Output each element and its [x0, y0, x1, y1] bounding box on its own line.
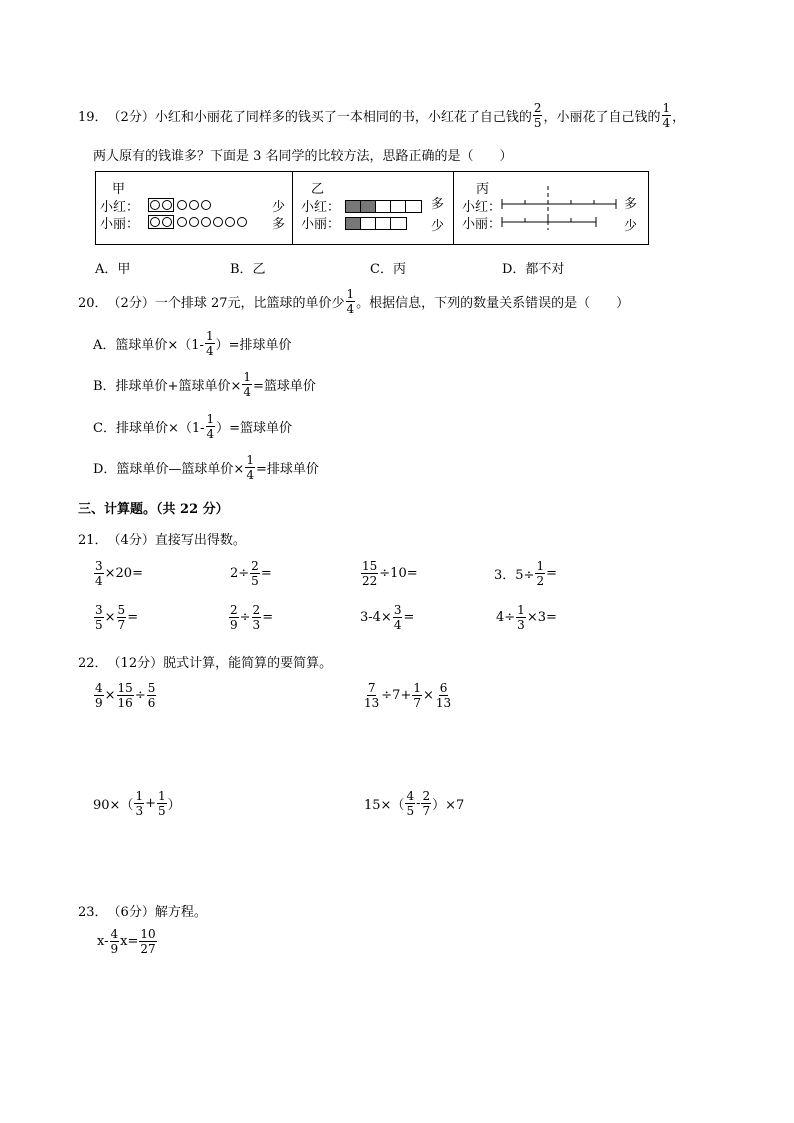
- q23-equation: x- $\frac{4}{9}$ x= $\frac{10}{27}$: [97, 927, 156, 956]
- q22-expr-2: $\frac{7}{13}$ ÷7+ $\frac{1}{7}$ × $\frac{6}{13}$: [364, 681, 452, 710]
- q22-expr-3: 90×（ $\frac{1}{3}$ + $\frac{1}{5}$ ）: [93, 789, 181, 818]
- q21-line1: [78, 529, 246, 548]
- yi-xiaoli-label: 小丽：: [301, 217, 341, 232]
- comparison-table: [95, 171, 649, 245]
- q20-c-fraction: $\frac{1}{4}$: [206, 412, 215, 441]
- q20-c-pre: C．排球单价×（1-: [93, 421, 205, 436]
- q21-expr-7: 3-4× $\frac{3}{4}$ =: [360, 603, 415, 632]
- bing-line-segments: [500, 182, 620, 232]
- q20-text2: 。根据信息，下列的数量关系错误的是（ ）: [356, 296, 630, 311]
- q21-text: 直接写出得数。: [154, 533, 246, 548]
- jia-xiaohong-circles: [148, 198, 213, 214]
- q23-score: （6分）: [107, 905, 155, 920]
- q21-expr-5: $\frac{3}{5}$ × $\frac{5}{7}$ =: [95, 603, 139, 632]
- q19-fraction-1-4: $\frac{1}{4}$: [662, 101, 671, 130]
- q20-b-fraction: $\frac{1}{4}$: [243, 370, 251, 399]
- q21-score: （4分）: [107, 533, 155, 548]
- q21-expr-6: $\frac{2}{9}$ ÷ $\frac{2}{3}$ =: [230, 603, 274, 632]
- method-bing: [454, 172, 648, 244]
- q20-number: 20．: [78, 296, 108, 311]
- bing-row2-end: 少: [624, 219, 638, 234]
- q20-d-post: =排球单价: [255, 462, 319, 477]
- method-yi: [293, 172, 454, 244]
- q20-fraction: $\frac{1}{4}$: [346, 287, 355, 316]
- jia-row2-end: 多: [272, 217, 286, 232]
- yi-xiaohong-bar: [345, 199, 425, 214]
- q20-a-post: ）=排球单价: [215, 338, 292, 353]
- yi-xiaoli-bar: [345, 216, 410, 231]
- q19-line1: [78, 102, 685, 129]
- q19-option-c[interactable]: C．丙: [370, 262, 406, 277]
- q22-line1: [78, 652, 332, 671]
- q19-text3: ，: [672, 110, 686, 125]
- q19-option-a[interactable]: A．甲: [95, 262, 131, 277]
- q22-expr-1: $\frac{4}{9}$ × $\frac{15}{16}$ ÷ $\frac{5}{6}$: [95, 681, 156, 710]
- q20-c-post: ）=篮球单价: [216, 421, 293, 436]
- q19-option-d[interactable]: D．都不对: [502, 262, 565, 277]
- q19-number: 19．: [78, 110, 108, 125]
- q20-option-b[interactable]: [93, 371, 316, 398]
- q19-fraction-2-5: $\frac{2}{5}$: [533, 101, 542, 130]
- q19-text2: ，小丽花了自己钱的: [543, 110, 661, 125]
- q21-expr-8: 4÷ $\frac{1}{3}$ ×3=: [496, 603, 557, 632]
- q20-a-fraction: $\frac{1}{4}$: [205, 329, 214, 358]
- q23-line1: [78, 901, 207, 920]
- q21-expr-2: 2÷ $\frac{2}{5}$ =: [230, 559, 272, 588]
- jia-xiaoli-circles: [148, 215, 249, 231]
- q22-number: 22．: [78, 656, 108, 671]
- q21-expr-1: $\frac{3}{4}$ ×20=: [95, 559, 143, 588]
- q20-a-pre: A．篮球单价×（1-: [93, 338, 204, 353]
- method-jia: [96, 172, 293, 244]
- jia-xiaoli-label: 小丽：: [100, 217, 140, 232]
- yi-row1-end: 多: [431, 197, 445, 212]
- bing-row1-end: 多: [624, 197, 638, 212]
- bing-xiaoli-label: 小丽：: [462, 217, 502, 232]
- q20-d-fraction: $\frac{1}{4}$: [246, 453, 254, 482]
- jia-title: 甲: [112, 182, 126, 197]
- bing-xiaohong-label: 小红：: [462, 200, 502, 215]
- q22-text: 脱式计算，能简算的要简算。: [163, 656, 333, 671]
- yi-title: 乙: [311, 182, 325, 197]
- q20-option-a[interactable]: [93, 330, 292, 357]
- q19-text1: 小红和小丽花了同样多的钱买了一本相同的书，小红花了自己钱的: [154, 110, 532, 125]
- jia-row1-end: 少: [272, 200, 286, 215]
- section3-title: 三、计算题。（共 22 分）: [78, 502, 229, 517]
- q22-expr-4: 15×（ $\frac{4}{5}$ - $\frac{2}{7}$ ）×7: [364, 789, 465, 818]
- yi-row2-end: 少: [431, 219, 445, 234]
- q23-number: 23．: [78, 905, 108, 920]
- q20-b-pre: B．排球单价+篮球单价×: [93, 379, 242, 394]
- q20-option-c[interactable]: [93, 413, 292, 440]
- q20-line1: [78, 288, 629, 315]
- q23-text: 解方程。: [154, 905, 207, 920]
- bing-title: 丙: [476, 182, 490, 197]
- q19-line2: 两人原有的钱谁多？下面是 3 名同学的比较方法，思路正确的是（ ）: [93, 149, 513, 164]
- q21-number: 21．: [78, 533, 108, 548]
- q20-b-post: =篮球单价: [252, 379, 316, 394]
- q20-text1: 一个排球 27元，比篮球的单价少: [154, 296, 345, 311]
- q20-d-pre: D．篮球单价—篮球单价×: [93, 462, 245, 477]
- q20-score: （2分）: [107, 296, 155, 311]
- q21-expr-4: 3．5÷ $\frac{1}{2}$ =: [494, 559, 557, 588]
- q22-score: （12分）: [107, 656, 164, 671]
- q20-option-d[interactable]: [93, 454, 319, 481]
- q19-score: （2分）: [107, 110, 155, 125]
- jia-xiaohong-label: 小红：: [100, 200, 140, 215]
- yi-xiaohong-label: 小红：: [301, 200, 341, 215]
- q19-option-b[interactable]: B．乙: [230, 262, 266, 277]
- q21-expr-3: $\frac{15}{22}$ ÷10=: [362, 559, 418, 588]
